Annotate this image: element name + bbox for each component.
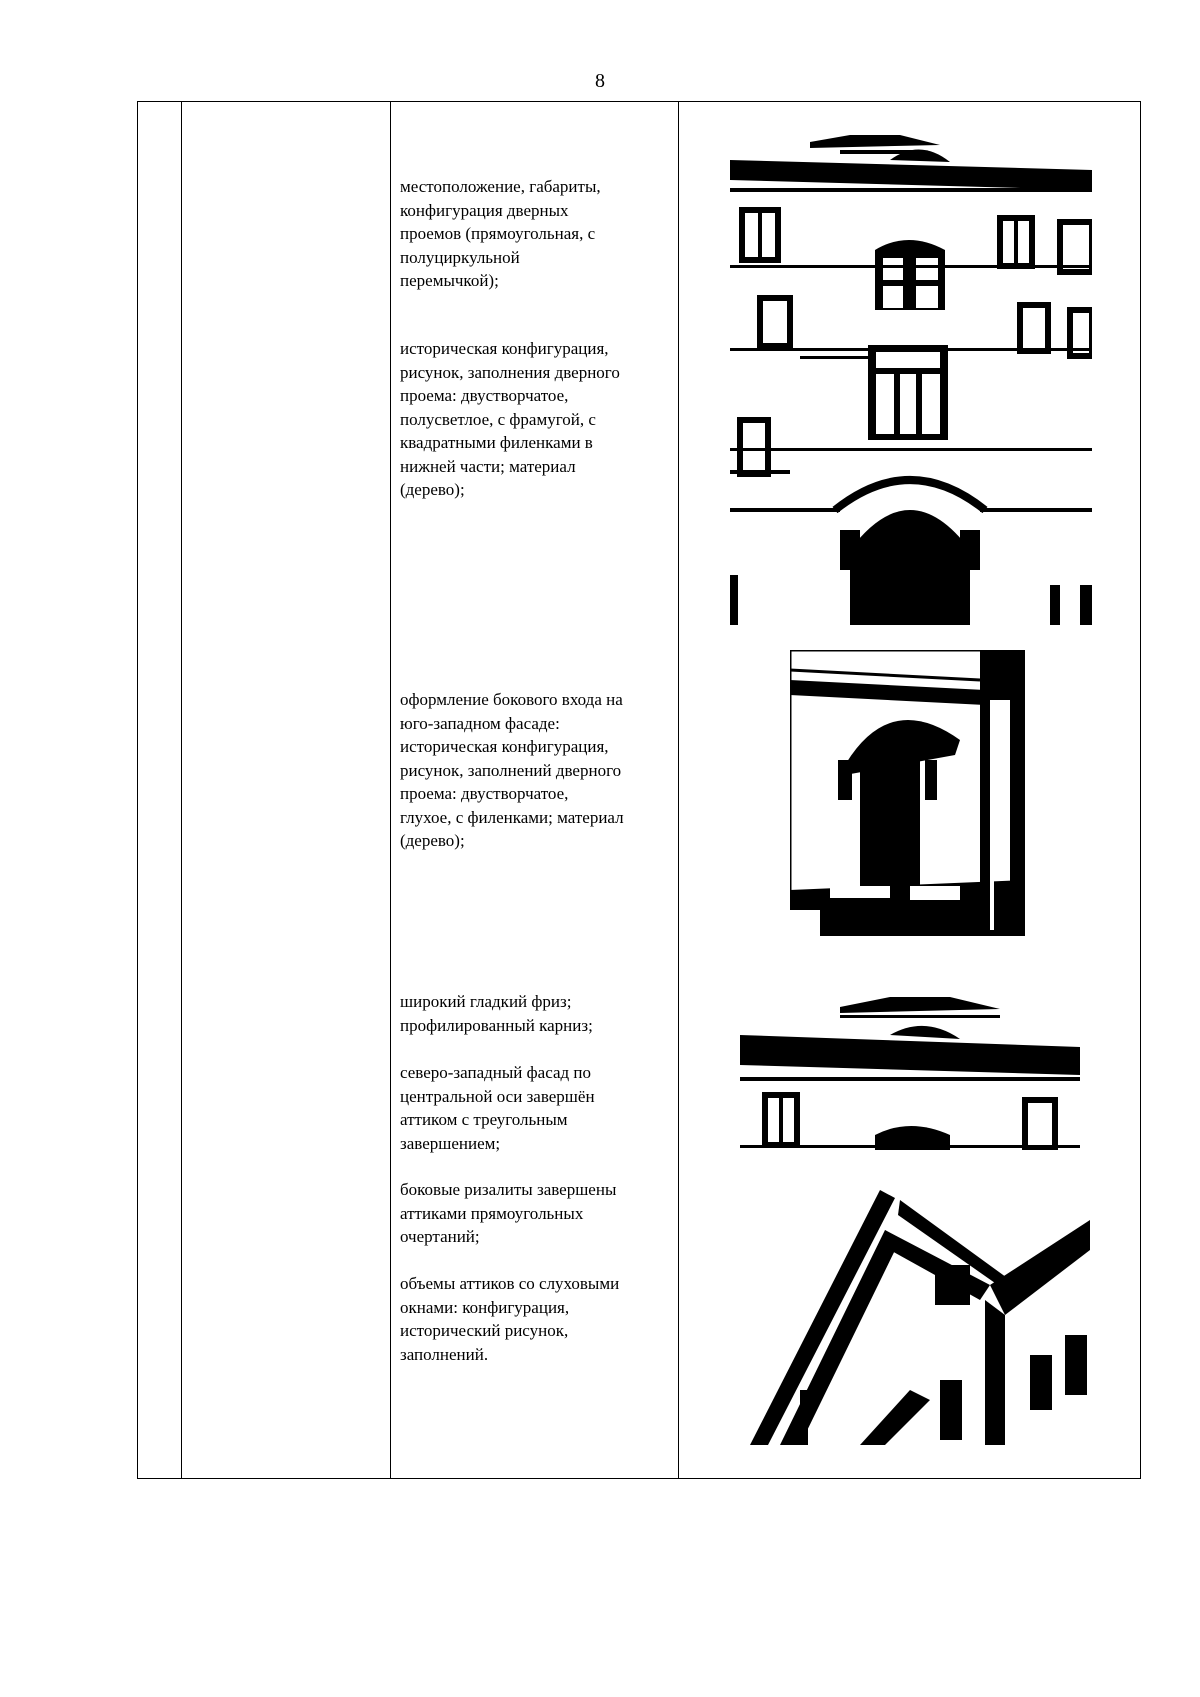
text-line: боковые ризалиты завершены	[400, 1180, 617, 1199]
text-line: рисунок, заполнений дверного	[400, 760, 622, 780]
facade-photo-icon	[730, 130, 1092, 625]
text-line: юго-западном фасаде:	[400, 713, 560, 733]
text-line: глухое, с филенками; материал	[400, 807, 624, 827]
text-line: проемов (прямоугольная, с	[400, 224, 596, 243]
text-line: профилированный карниз;	[400, 1015, 593, 1035]
text-side-entrance	[400, 688, 667, 853]
text-line: заполнений.	[400, 1344, 489, 1364]
text-line: нижней части; материал	[400, 456, 576, 476]
text-line: объемы аттиков со слуховыми	[400, 1274, 620, 1293]
text-line: рисунок, заполнения дверного	[400, 362, 620, 382]
text-line: очертаний;	[400, 1227, 480, 1246]
text-line: полусветлое, с фрамугой, с	[400, 409, 596, 429]
page-number: 8	[595, 70, 605, 92]
column-divider	[390, 102, 391, 1478]
text-line: аттиками прямоугольных	[400, 1203, 584, 1223]
text-line: полуциркульной	[400, 247, 520, 267]
text-line: оформление бокового входа на	[400, 690, 623, 709]
text-line: историческая конфигурация,	[400, 339, 609, 358]
corner-roof-photo-icon	[740, 1190, 1090, 1445]
text-line: завершением;	[400, 1133, 501, 1153]
arched-door-photo-icon	[790, 650, 1025, 936]
text-line: аттиком с треугольным	[400, 1110, 568, 1129]
text-line: конфигурация дверных	[400, 200, 569, 220]
text-door-fill	[400, 337, 667, 502]
column-divider	[678, 102, 679, 1478]
text-attic-volumes	[400, 1272, 667, 1366]
text-line: местоположение, габариты,	[400, 177, 601, 196]
text-line: исторический рисунок,	[400, 1321, 569, 1340]
text-line: проема: двустворчатое,	[400, 784, 569, 803]
text-risalits	[400, 1178, 667, 1249]
text-attic-nw	[400, 1061, 667, 1155]
text-line: северо-западный фасад по	[400, 1063, 591, 1082]
text-line: окнами: конфигурация,	[400, 1297, 570, 1317]
text-line: (дерево);	[400, 480, 465, 499]
text-line: перемычкой);	[400, 271, 499, 290]
cornice-photo-icon	[740, 995, 1080, 1150]
column-divider	[181, 102, 182, 1478]
text-line: проема: двустворчатое,	[400, 386, 569, 405]
text-line: (дерево);	[400, 831, 465, 850]
text-line: центральной оси завершён	[400, 1086, 595, 1106]
text-doorways	[400, 175, 667, 293]
text-line: квадратными филенками в	[400, 433, 593, 452]
text-frieze	[400, 990, 667, 1037]
text-line: широкий гладкий фриз;	[400, 992, 572, 1011]
text-line: историческая конфигурация,	[400, 737, 609, 756]
